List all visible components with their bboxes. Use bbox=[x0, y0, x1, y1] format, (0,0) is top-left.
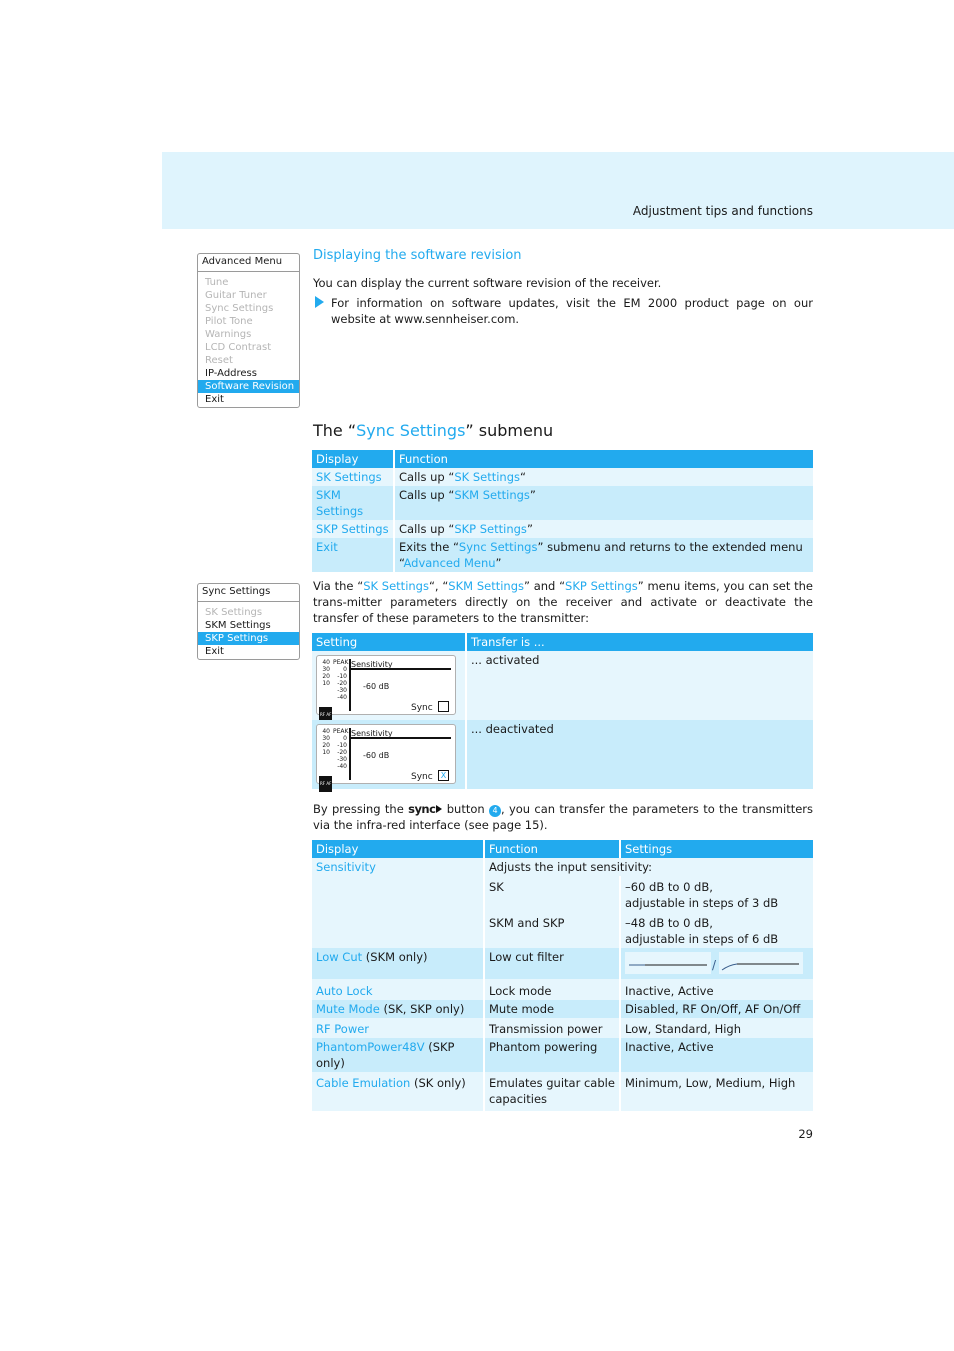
bullet-arrow-icon bbox=[315, 296, 324, 308]
table2-header-transfer: Transfer is ... bbox=[466, 633, 813, 651]
advanced-menu-item: Warnings bbox=[205, 329, 252, 340]
table3-header-function: Function bbox=[484, 840, 620, 858]
table-row: SKM and SKP –48 dB to 0 dB, adjustable in steps of 6 dB bbox=[312, 912, 813, 948]
lcd-sync-label: Sync bbox=[411, 772, 433, 782]
software-revision-para2: For information on software updates, visit the EM 2000 product page on our website at www.sennheiser.com. bbox=[331, 296, 813, 326]
table-row: SKM Settings Calls up “SKM Settings” bbox=[312, 486, 813, 520]
lcd-title: Sensitivity bbox=[351, 729, 393, 738]
button-number-badge: 4 bbox=[489, 805, 501, 817]
lcd-rf-scale: 40 30 20 10 bbox=[322, 659, 330, 687]
lcd-af-scale: PEAK 0 -10 -20 -30 -40 bbox=[333, 728, 349, 770]
table-row: PhantomPower48V (SKP only) Phantom powering Inactive, Active bbox=[312, 1038, 813, 1072]
software-revision-para1: You can display the current software revision of the receiver. bbox=[313, 276, 662, 290]
sync-menu-table bbox=[312, 450, 813, 572]
lcd-display-activated bbox=[316, 655, 456, 715]
lcd-rf-af-label: RF AF bbox=[319, 776, 332, 792]
low-cut-curves-icon bbox=[625, 952, 805, 974]
table-row: 40 30 20 10 PEAK 0 -10 -20 -30 -40 Sensitivity -60 dB Sync X RF AF ... deactivated bbox=[312, 720, 813, 789]
sync-settings-heading: The “Sync Settings” submenu bbox=[313, 421, 554, 440]
advanced-menu-items bbox=[198, 272, 299, 407]
table1-header-display: Display bbox=[312, 450, 394, 468]
advanced-menu-item: Software Revision bbox=[198, 380, 299, 393]
advanced-menu-title: Advanced Menu bbox=[198, 254, 299, 272]
advanced-menu-item: Sync Settings bbox=[205, 303, 274, 314]
table3-header-settings: Settings bbox=[620, 840, 813, 858]
advanced-menu-item: LCD Contrast bbox=[205, 342, 272, 353]
advanced-menu-item: Pilot Tone bbox=[205, 316, 253, 327]
sync-button-label: sync bbox=[408, 802, 436, 816]
sync-menu-item: SKM Settings bbox=[205, 620, 271, 631]
sync-checkbox bbox=[438, 701, 449, 712]
sync-checkbox: X bbox=[438, 770, 449, 781]
table-row: Sensitivity Adjusts the input sensitivity: bbox=[312, 858, 813, 876]
lcd-value: -60 dB bbox=[363, 751, 390, 760]
table2-header-setting: Setting bbox=[312, 633, 466, 651]
advanced-menu-item: Exit bbox=[205, 394, 224, 405]
sync-menu-item: SKP Settings bbox=[198, 632, 299, 645]
sync-menu-items bbox=[198, 602, 299, 659]
table-row: 40 30 20 10 PEAK 0 -10 -20 -30 -40 Sensitivity -60 dB Sync RF AF ... activated bbox=[312, 651, 813, 720]
table-row: SK –60 dB to 0 dB, adjustable in steps of 3 dB bbox=[312, 876, 813, 912]
lcd-sync-label: Sync bbox=[411, 703, 433, 713]
software-revision-heading: Displaying the software revision bbox=[313, 248, 522, 263]
table-row: SK Settings Calls up “SK Settings“ bbox=[312, 468, 813, 486]
advanced-menu-item: Reset bbox=[205, 355, 233, 366]
table-row: RF Power Transmission power Low, Standard, High bbox=[312, 1018, 813, 1038]
sync-menu-box bbox=[197, 583, 300, 660]
sync-intro-text: Via the “SK Settings“, “SKM Settings” and “SKP Settings” menu items, you can set the trans-mitter parameters directly on the receiver and activate or deactivate the transfer of these parameters to the transmitter: bbox=[313, 579, 813, 625]
sync-menu-item: Exit bbox=[205, 646, 224, 657]
table-row: Cable Emulation (SK only) Emulates guitar cable capacities Minimum, Low, Medium, High bbox=[312, 1072, 813, 1111]
parameter-table bbox=[312, 840, 813, 1111]
table-row: Low Cut (SKM only) Low cut filter / bbox=[312, 948, 813, 979]
advanced-menu-item: IP-Address bbox=[205, 368, 257, 379]
table-row: Exit Exits the “Sync Settings” submenu and returns to the extended menu “Advanced Menu” bbox=[312, 538, 813, 572]
advanced-menu-item: Guitar Tuner bbox=[205, 290, 267, 301]
lcd-rf-af-label: RF AF bbox=[319, 707, 332, 723]
sync-menu-title: Sync Settings bbox=[198, 584, 299, 602]
lcd-af-scale: PEAK 0 -10 -20 -30 -40 bbox=[333, 659, 349, 701]
lcd-title: Sensitivity bbox=[351, 660, 393, 669]
header-section-title: Adjustment tips and functions bbox=[632, 204, 813, 218]
lcd-display-deactivated bbox=[316, 724, 456, 784]
table-row: SKP Settings Calls up “SKP Settings” bbox=[312, 520, 813, 538]
transfer-table bbox=[312, 633, 813, 789]
advanced-menu-item: Tune bbox=[205, 277, 229, 288]
page-number: 29 bbox=[798, 1127, 813, 1141]
sync-menu-item: SK Settings bbox=[205, 607, 263, 618]
table1-header-function: Function bbox=[394, 450, 813, 468]
advanced-menu-box bbox=[197, 253, 300, 408]
sync-button-text: By pressing the sync button 4 , you can transfer the parameters to the transmitters via the infra-red interface (see page 15). bbox=[313, 802, 814, 832]
header-band bbox=[162, 152, 954, 229]
table-row: Mute Mode (SK, SKP only) Mute mode Disabled, RF On/Off, AF On/Off bbox=[312, 1000, 813, 1018]
table3-header-display: Display bbox=[312, 840, 484, 858]
lcd-value: -60 dB bbox=[363, 682, 390, 691]
lcd-rf-scale: 40 30 20 10 bbox=[322, 728, 330, 756]
svg-text:/: / bbox=[712, 958, 717, 972]
table-row: Auto Lock Lock mode Inactive, Active bbox=[312, 979, 813, 1000]
